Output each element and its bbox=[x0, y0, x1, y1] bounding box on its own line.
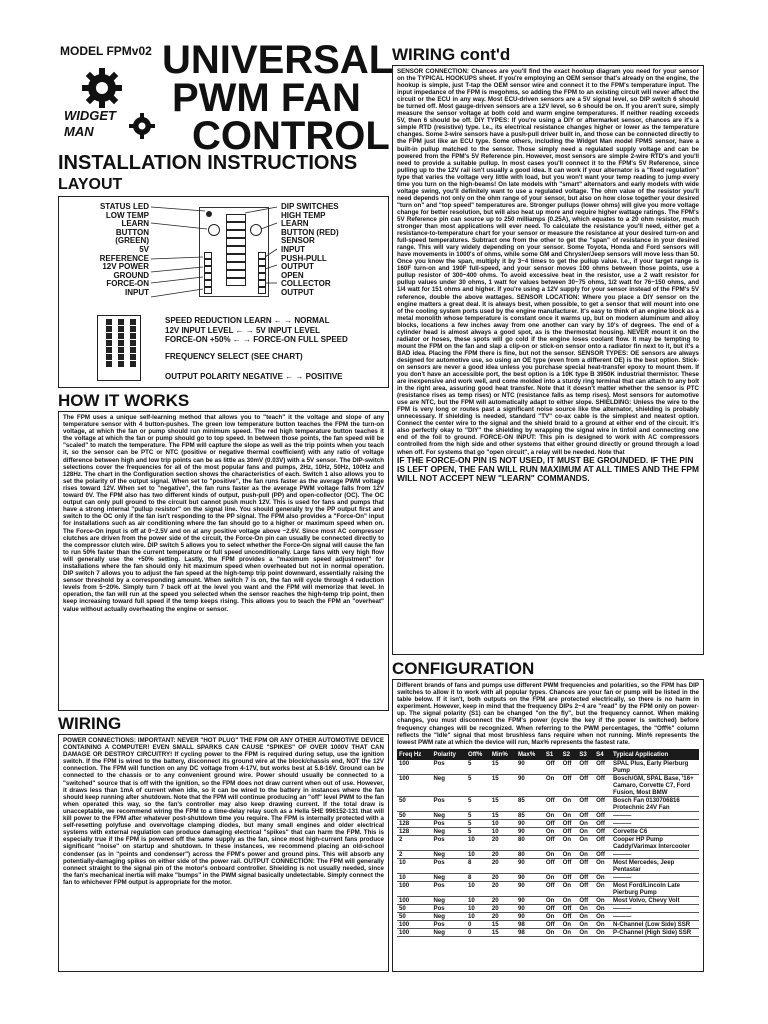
table-cell: Corvette C6 bbox=[611, 827, 699, 835]
table-cell: 0 bbox=[466, 928, 490, 936]
table-cell: 90 bbox=[516, 904, 544, 912]
table-cell: 2 bbox=[397, 850, 432, 858]
configuration-heading: CONFIGURATION bbox=[392, 659, 535, 678]
table-row bbox=[397, 896, 699, 904]
table-cell: 10 bbox=[466, 896, 490, 904]
dip-legend bbox=[165, 317, 385, 382]
table-cell: On bbox=[594, 904, 611, 912]
table-cell: 98 bbox=[516, 920, 544, 928]
dip-legend-line-5: OUTPUT POLARITY NEGATIVE ← → POSITIVE bbox=[165, 372, 343, 382]
dip-legend-line-3: FORCE-ON +50% ← → FORCE-ON FULL SPEED bbox=[165, 335, 348, 345]
label-button-red: BUTTON (RED) bbox=[281, 227, 339, 237]
table-cell: 90 bbox=[516, 881, 544, 896]
dip-legend-line-4: FREQUENCY SELECT (SEE CHART) bbox=[165, 351, 303, 361]
table-cell: On bbox=[594, 920, 611, 928]
column-header: S1 bbox=[544, 749, 561, 760]
table-cell: Most Mercedes, Jeep Pentastar bbox=[611, 858, 699, 873]
label-oc-output: OUTPUT bbox=[281, 287, 314, 297]
table-cell: 98 bbox=[516, 928, 544, 936]
column-header: S4 bbox=[594, 749, 611, 760]
table-cell: 128 bbox=[397, 827, 432, 835]
table-cell: Off bbox=[544, 881, 561, 896]
table-cell: Off bbox=[577, 760, 594, 775]
table-cell: 85 bbox=[516, 811, 544, 819]
label-open: OPEN bbox=[281, 270, 304, 280]
label-status-led: STATUS LED bbox=[99, 202, 149, 211]
table-row bbox=[397, 904, 699, 912]
label-12v-power: 12V POWER bbox=[102, 262, 149, 272]
table-cell: 100 bbox=[397, 896, 432, 904]
table-cell: On bbox=[561, 881, 578, 896]
title-line-1: UNIVERSAL bbox=[162, 38, 394, 82]
logo-text-man: MAN bbox=[64, 124, 94, 139]
table-cell: 15 bbox=[490, 928, 516, 936]
table-cell: On bbox=[544, 896, 561, 904]
table-cell: Pos bbox=[432, 835, 467, 850]
table-cell: Off bbox=[594, 811, 611, 819]
column-header: Freq Hz bbox=[397, 749, 432, 760]
table-cell: 50 bbox=[397, 796, 432, 811]
table-row bbox=[397, 912, 699, 920]
table-cell: 100 bbox=[397, 920, 432, 928]
table-cell: Most Ford/Lincoln Late Pierburg Pump bbox=[611, 881, 699, 896]
table-cell: On bbox=[561, 896, 578, 904]
label-learn: LEARN bbox=[121, 219, 149, 229]
label-learn-r: LEARN bbox=[281, 219, 309, 229]
table-cell: 90 bbox=[516, 858, 544, 873]
table-cell: 5 bbox=[466, 796, 490, 811]
table-cell: 10 bbox=[466, 904, 490, 912]
table-cell: Off bbox=[594, 796, 611, 811]
table-cell: 8 bbox=[466, 858, 490, 873]
table-cell: Off bbox=[561, 819, 578, 827]
how-body: The FPM uses a unique self-learning method that allows you to "teach" it the voltage and slope of any temperature sensor with 4 button-pushes. The green low temperature button teaches the FPM the turn-on voltage, at which the fan or pump should run minimum speed. The red high temperature button teaches it the voltage at which the fan or pump should go to top speed. In between those points, the fan speed will be "scaled" to match the temperature. The FPM will capture the slope as well as the trip points when you teach it, so the sensor can be PTC or NTC (positive or negative thermal coefficient) with any ratio of voltage difference between high and low trip points can be as little as 30mV (0.03V) with a 5V sensor. The DIP-switch selections cover the frequencies for all of the most popular fans and pumps, 2Hz, 10Hz, 50Hz, 100Hz and 128Hz. The chart in the Configuration section shows the characteristics of each. Switch 1 also allows you to set the polarity of the output signal. When set to "positive", the fan runs faster as the average PWM voltage rises toward 12V. When set to "negative", the fan runs faster as the average PWM voltage falls from 12V toward 0V. The FPM also has two different kinds of output, push-pull (PP) and open-collector (OC). The OC output can only pull ground to the circuit but cannot push much 12V. This is used for fans and pumps that have a strong internal "pullup resistor" on the signal line. You should generally try the PP output first and switch to the OC only if the fan isn't responding to the PP signal. The FPM also provides a "Force-On" input for installations such as air conditioning where the fan should go to a higher or maximum speed when on. The Force-On input is off at 0~2.5V and on at any positive voltage above ~2.6V. Since most AC compressor clutches are driven from the power side of the circuit, the Force-On pin can usually be connected directly to the compressor clutch wire. DIP switch 5 allows you to select whether the Force-On signal will cause the fan to run 50% faster than the current temperature or full speed unconditionally. Large fans with very high flow will generally use the +50% setting. Lastly, the FPM provides a "maximum speed adjustment" for installations where the fan should only hit maximum speed when overheated but not in normal operation. DIP switch 7 allows you to adjust the fan speed at the high-temp trip point downward, essentially raising the sensor threshold by a corresponding amount. When switch 7 is on, the fan will cycle through 4 reduction levels from 5~20%. Simply turn 7 back off at the level you want and the FPM will memorize that level. In operation, the fan will run at the speed you selected when the sensor reaches the high-temp trip point, then keep increasing toward full speed if the temp keeps rising. This allows you to teach the FPM an "overheat" value without actually overheating the engine or sensor. bbox=[58, 411, 389, 711]
table-cell: Neg bbox=[432, 811, 467, 819]
label-dip-switches: DIP SWITCHES bbox=[281, 202, 339, 211]
table-cell: ——— bbox=[611, 873, 699, 881]
wiring-heading: WIRING bbox=[58, 714, 122, 733]
table-cell: Off bbox=[544, 819, 561, 827]
column-header: S3 bbox=[577, 749, 594, 760]
table-cell: On bbox=[577, 850, 594, 858]
table-cell: 20 bbox=[490, 881, 516, 896]
table-cell: Pos bbox=[432, 819, 467, 827]
table-cell: On bbox=[594, 928, 611, 936]
table-cell: ——— bbox=[611, 811, 699, 819]
table-cell: 90 bbox=[516, 912, 544, 920]
table-cell: Pos bbox=[432, 920, 467, 928]
table-cell: On bbox=[561, 920, 578, 928]
title-line-2: PWM FAN bbox=[172, 76, 361, 120]
table-cell: 20 bbox=[490, 873, 516, 881]
table-cell: N-Channel (Low Side) SSR bbox=[611, 920, 699, 928]
table-cell: 100 bbox=[397, 881, 432, 896]
table-cell: ——— bbox=[611, 819, 699, 827]
table-cell: Off bbox=[577, 881, 594, 896]
label-collector: COLLECTOR bbox=[281, 279, 331, 289]
table-cell: 10 bbox=[397, 858, 432, 873]
label-sensor: SENSOR bbox=[281, 236, 315, 246]
table-cell: Off bbox=[577, 811, 594, 819]
wiring-body: POWER CONNECTIONS: IMPORTANT: NEVER "HOT PLUG" THE FPM OR ANY OTHER AUTOMOTIVE DEVICE CONTAINING A COMPUTER! EVEN SMALL SPARKS CAN CAUSE "SPIKES" OF OVER 1000V THAT CAN DAMAGE OR DESTROY CIRCUITRY! If cycling power to the FPM is required during setup, use the ignition switch. If the FPM is wired to the battery, disconnect its ground wire at the block/chassis end, NOT the 12V connection. The FPM will function on any DC voltage from 4-17V, but works best at 5.8-16V. Ground can be connected to the chassis or to any convenient ground wire. Power should usually be connected to a "switched" source that is off with the ignition, so the FPM does not draw current when out of use. However, it draws less than 1mA of current when idle, so it can be wired to the battery in instances where the fan should keep running after shutdown. Note that the FPM will continue producing an "off" level PWM to the fan when operated this way, so the fan's controller may also keep drawing current. If the total draw is unacceptable, we recommend wiring the FPM to a time-delay relay such as a Hella 5HE 996152-131 that will kill power to the FPM after whatever post-shutdown time you require. The FPM is internally protected with a self-resetting polyfuse and overvoltage clamping diodes, but many small engines and older electrical systems with external regulation can produce damaging electrical "spikes" that can harm the FPM. This is especially true if the FPM is powered off the same supply as the fan, since most high-current fans produce significant "noise" on startup and shutdown. In these instances, we recommend placing an old-school condenser (as in "points and condenser") across the FPM's power and ground pins. This will absorb any potentially-damaging spikes on either side of the power rail. OUTPUT CONNECTION: The FPM will generally connect straight to the signal pin of the motor's onboard controller. Shielding is not usually needed, since the fan's mechanical inertia will make "bumps" in the PWM signal basically undetectable. Simply connect the fan to whichever FPM output is appropriate for the motor. bbox=[58, 734, 389, 972]
table-cell: Off bbox=[594, 819, 611, 827]
table-cell: On bbox=[544, 873, 561, 881]
table-cell: 15 bbox=[490, 811, 516, 819]
table-cell: 0 bbox=[466, 920, 490, 928]
logo-text-widget: WIDGET bbox=[64, 108, 116, 123]
label-reference: REFERENCE bbox=[99, 253, 149, 263]
table-row bbox=[397, 827, 699, 835]
table-cell: Off bbox=[561, 912, 578, 920]
table-cell: 100 bbox=[397, 760, 432, 775]
table-cell: Neg bbox=[432, 896, 467, 904]
table-cell: 90 bbox=[516, 873, 544, 881]
table-cell: 90 bbox=[516, 774, 544, 796]
table-cell: Neg bbox=[432, 827, 467, 835]
table-cell: Off bbox=[577, 858, 594, 873]
table-cell: P-Channel (High Side) SSR bbox=[611, 928, 699, 936]
table-cell: Pos bbox=[432, 796, 467, 811]
table-cell: ——— bbox=[611, 904, 699, 912]
table-cell: On bbox=[544, 912, 561, 920]
table-cell: 50 bbox=[397, 811, 432, 819]
model-label: MODEL FPMv02 bbox=[60, 44, 152, 58]
table-row bbox=[397, 760, 699, 775]
table-cell: 100 bbox=[397, 774, 432, 796]
how-heading: HOW IT WORKS bbox=[58, 391, 190, 410]
table-cell: On bbox=[594, 858, 611, 873]
table-cell: Off bbox=[577, 873, 594, 881]
table-cell: Off bbox=[594, 827, 611, 835]
table-cell: 90 bbox=[516, 896, 544, 904]
wiring-contd-heading: WIRING cont'd bbox=[392, 45, 511, 64]
table-cell: Off bbox=[594, 835, 611, 850]
label-push-pull-output: OUTPUT bbox=[281, 262, 314, 272]
column-header: S2 bbox=[561, 749, 578, 760]
table-cell: 15 bbox=[490, 920, 516, 928]
table-row bbox=[397, 811, 699, 819]
table-cell: On bbox=[544, 774, 561, 796]
table-cell: 20 bbox=[490, 858, 516, 873]
column-header: Off% bbox=[466, 749, 490, 760]
widget-man-logo bbox=[62, 60, 158, 146]
table-cell: On bbox=[544, 850, 561, 858]
table-cell: On bbox=[561, 850, 578, 858]
table-cell: On bbox=[561, 796, 578, 811]
wiring-contd-box bbox=[392, 65, 704, 655]
label-5v: 5V bbox=[139, 244, 149, 254]
table-row bbox=[397, 796, 699, 811]
column-header: Min% bbox=[490, 749, 516, 760]
table-cell: 20 bbox=[490, 896, 516, 904]
table-row bbox=[397, 774, 699, 796]
table-row bbox=[397, 920, 699, 928]
table-cell: ——— bbox=[611, 850, 699, 858]
table-cell: 20 bbox=[490, 904, 516, 912]
table-cell: 20 bbox=[490, 835, 516, 850]
config-table bbox=[397, 749, 699, 937]
table-cell: Off bbox=[594, 850, 611, 858]
table-cell: 128 bbox=[397, 819, 432, 827]
table-cell: On bbox=[544, 928, 561, 936]
table-cell: Off bbox=[544, 858, 561, 873]
table-row bbox=[397, 873, 699, 881]
label-sensor-input: INPUT bbox=[281, 244, 305, 254]
table-cell: 10 bbox=[466, 881, 490, 896]
table-cell: On bbox=[561, 811, 578, 819]
force-on-warning: IF THE FORCE-ON PIN IS NOT USED, IT MUST BE GROUNDED. IF THE PIN IS LEFT OPEN, THE FAN WILL RUN MAXIMUM AT ALL TIMES AND THE FPM WILL NOT ACCEPT NEW "LEARN" COMMANDS. bbox=[397, 454, 699, 483]
column-header: Typical Application bbox=[611, 749, 699, 760]
table-cell: Off bbox=[561, 873, 578, 881]
table-cell: On bbox=[594, 912, 611, 920]
table-cell: On bbox=[577, 920, 594, 928]
table-cell: 90 bbox=[516, 760, 544, 775]
table-cell: On bbox=[561, 928, 578, 936]
table-cell: 10 bbox=[466, 912, 490, 920]
layout-heading: LAYOUT bbox=[58, 176, 123, 193]
dip-legend-line-2: 12V INPUT LEVEL ← → 5V INPUT LEVEL bbox=[165, 325, 320, 335]
table-cell: Neg bbox=[432, 912, 467, 920]
title-line-3: CONTROL bbox=[192, 114, 390, 158]
table-cell: 10 bbox=[397, 873, 432, 881]
table-cell: Neg bbox=[432, 928, 467, 936]
table-cell: Off bbox=[561, 904, 578, 912]
table-row bbox=[397, 881, 699, 896]
table-cell: Off bbox=[544, 904, 561, 912]
table-cell: 2 bbox=[397, 835, 432, 850]
table-cell: Off bbox=[577, 896, 594, 904]
column-header: Polarity bbox=[432, 749, 467, 760]
dip-legend-line-1: SPEED REDUCTION LEARN ← → NORMAL bbox=[165, 316, 330, 325]
table-cell: Off bbox=[594, 774, 611, 796]
table-cell: Pos bbox=[432, 858, 467, 873]
table-cell: 80 bbox=[516, 835, 544, 850]
configuration-body: Different brands of fans and pumps use different PWM frequencies and polarities, so the FPM has DIP switches to allow it to work with all popular types. Chances are your fan or pump will be listed in the table below. If it isn't, both outputs on the FPM are protected electrically, so there is no harm in experiment. However, keep in mind that the frequency DIPs 2~4 are "read" by the FPM only on power-up. The signal polarity (S1) can be changed "on the fly", but the frequency cannot. When making changes, you must disconnect the FPM's power (cycle the key if the power is switched) before frequency changes will be recognized. When referring to the PWM percentages, the "Off%" column reflects the "Idle" signal that most brushless fans require when not running. Min% represents the lowest PWM rate at which the device will run, Max% represents the fastest rate. bbox=[397, 682, 699, 746]
table-row bbox=[397, 928, 699, 936]
table-cell: Most Volvo, Chevy Volt bbox=[611, 896, 699, 904]
table-cell: 10 bbox=[466, 850, 490, 858]
table-cell: On bbox=[594, 881, 611, 896]
label-ground: GROUND bbox=[113, 270, 149, 280]
table-cell: 5 bbox=[466, 811, 490, 819]
label-input: INPUT bbox=[125, 287, 149, 297]
table-cell: Off bbox=[577, 774, 594, 796]
table-cell: 5 bbox=[466, 760, 490, 775]
table-cell: On bbox=[577, 835, 594, 850]
table-cell: Pos bbox=[432, 881, 467, 896]
table-cell: Off bbox=[577, 796, 594, 811]
label-low-temp: LOW TEMP bbox=[105, 210, 149, 220]
table-cell: On bbox=[544, 811, 561, 819]
table-cell: Off bbox=[544, 835, 561, 850]
layout-diagram bbox=[58, 196, 389, 388]
table-row bbox=[397, 858, 699, 873]
label-push-pull: PUSH-PULL bbox=[281, 253, 327, 263]
table-cell: Off bbox=[561, 774, 578, 796]
table-cell: 5 bbox=[466, 774, 490, 796]
table-cell: 90 bbox=[516, 827, 544, 835]
table-row bbox=[397, 850, 699, 858]
table-cell: On bbox=[544, 827, 561, 835]
label-force-on: FORCE-ON bbox=[106, 279, 149, 289]
table-cell: Pos bbox=[432, 760, 467, 775]
table-cell: ——— bbox=[611, 912, 699, 920]
table-cell: 10 bbox=[490, 819, 516, 827]
table-cell: 20 bbox=[490, 850, 516, 858]
table-cell: 80 bbox=[516, 850, 544, 858]
table-cell: SPAL Plus, Early Pierburg Pump bbox=[611, 760, 699, 775]
table-cell: Off bbox=[544, 920, 561, 928]
table-cell: 50 bbox=[397, 912, 432, 920]
table-cell: 20 bbox=[490, 912, 516, 920]
configuration-box bbox=[392, 679, 704, 972]
table-cell: On bbox=[577, 819, 594, 827]
table-cell: On bbox=[594, 896, 611, 904]
table-cell: 100 bbox=[397, 928, 432, 936]
dip-switch-detail bbox=[97, 315, 141, 381]
table-cell: 15 bbox=[490, 796, 516, 811]
table-cell: 15 bbox=[490, 774, 516, 796]
label-high-temp: HIGH TEMP bbox=[281, 210, 326, 220]
label-button: BUTTON bbox=[115, 227, 149, 237]
table-cell: 8 bbox=[466, 873, 490, 881]
table-cell: 10 bbox=[490, 827, 516, 835]
table-cell: Off bbox=[594, 760, 611, 775]
wiring-contd-body: SENSOR CONNECTION: Chances are you'll find the exact hookup diagram you need for your sensor on the TYPICAL HOOKUPS sheet. If you're employing an OEM sensor that's already on the engine, the hookup is simple, just T-tap the OEM sensor wire and connect it to the FPM's temperature input. The input impedance of the FPM is megohms, so adding the FPM to an existing circuit will never affect the circuit or the ECU in any way. Most ECU-driven sensors are a 5V signal level, so DIP switch 6 should be turned off. Most gauge-driven sensors are a 12V level, so 6 should be on. If you aren't sure, simply measure the sensor voltage at both cold and warm engine temperatures. If neither reading exceeds 5V, then 6 should be off. DIY TYPES: If you're using a DIY or aftermarket sensor, chances are it's a simple RTD (resistive) type. I.e., its electrical resistance changes higher or lower as the temperature changes. Some 3-wire sensors have a push-pull driver built in, and those can be connected directly to the FPM just like an ECU type. Some others, including the Widget Man model FPMS sensor, have a built-in pullup matched to the sensor. Those simply need a regulated supply voltage and can be powered from the FPM's 5V Reference pin. However, most sensors are simple 2-wire RTD's and you'll need to provide a suitable pullup. In most cases you'll connect it to the FPM's 5V Reference, since pulling up to the 12V rail isn't usually a good idea. It can work if your alternator is a "fixed regulation" type that varies the voltage very little with load, but you won't want your temp reading to jump every time you turn on the high-beams! On late models with "smart" alternators and early models with wide voltage swing, you'll definitely want to use a regulated voltage. The ohm value of the resistor you'll need depends not only on the ohm range of your sensor, but also on how close together your desired "turn on" and "top speed" temperatures are. Stronger pullups (lower ohms) will give you more voltage change for better resolution, but will also heat up more and require higher wattage ratings. The FPM's 5V Reference pin can source up to 250 milliamps (0.25A), which equates to a 20 ohm resistor, much stronger than most applications will ever need. To calculate the resistance you'll need, either get a resistance-to-temperature chart for your sensor or measure the resistance at your desired turn-on and full-speed temperatures. Subtract one from the other to get the "span" of resistance in your desired range. This will vary widely depending on your sensor. Some Toyota, Honda and Ford sensors will have movements in 1000's of ohms, while some GM and Chrysler/Jeep sensors will move less than 50. Once you know the span, multiply it by 3~4 times to get the pullup value. I.e., if your target range is 160F turn-on and 190F full-speed, and your sensor moves 100 ohms between those points, use a pullup resistor of 300~400 ohms. To avoid excessive heat in the resistor, use a 2 watt resistor for pullup values under 30 ohms, 1 watt for values between 30~75 ohms, 1/2 watt for 76~150 ohms, and 1/4 watt for 151 ohms and higher. If you're using a 12V supply for your sensor instead of the FPM's 5V reference, double the above wattages. SENSOR LOCATION: Where you place a DIY sensor on the engine matters a great deal. It is always best, when possible, to get a sensor that will mount into one of the cooling system ports used by the engine manufacturer. It's easy to think of an engine block as a metal monolith whose temperature is constant once it warms up, but on modern aluminum and alloy blocks, locations a few inches away from one another can vary by 10's of degrees. The end of a cylinder head is almost always a good spot, as is the thermostat housing. NEVER mount it on the radiator or hoses, these spots will go cold if the engine loses coolant flow. It may be tempting to mount the FPM on the fan and slap a clip-on or stick-on sensor onto a radiator fin next to it, but it's a BAD idea. Placing the FPM there is fine, but not the sensor. SENSOR TYPES: OE sensors are always designed for automotive use, so using an OE type (even from a different OE) is the best option. Stick-on sensors are never a good idea unless you purchase special heat-transfer epoxy to mount them. If you don't have an accessible port, the best option is a 10K type B 3950K industrial thermistor. These are inexpensive and work well, and come molded into a sturdy ring terminal that can attach to any bolt in the right area, assuring good heat transfer. Note that it doesn't matter whether the sensor is PTC (resistance rises as temp rises) or NTC (resistance falls as temp rises). Most sensors for automotive use are NTC, but the FPM will automatically adapt to either slope. SHIELDING: Unless the wire to the FPM is very long or routes past a significant noise source like the alternator, shielding is probably unnecessary. If shielding is needed, standard "TV" co-ax cable is the simplest and neatest option. Connect the center wire to the signal and the shield braid to a ground at either end of the circuit. It's also perfectly okay to "DIY" the shielding by wrapping the signal wire in tinfoil and connecting one end of the foil to ground. FORCE-ON INPUT: This pin is designed to work with AC compressors controlled from the high side and other systems that either ground directly or ground through a load when off. For systems that go "open circuit", a relay will be needed. Note that bbox=[397, 68, 699, 456]
table-cell: On bbox=[577, 912, 594, 920]
table-cell: 50 bbox=[397, 904, 432, 912]
table-cell: Pos bbox=[432, 904, 467, 912]
table-cell: On bbox=[577, 904, 594, 912]
table-cell: On bbox=[577, 827, 594, 835]
table-cell: Off bbox=[544, 760, 561, 775]
table-cell: Bosch/GM, SPAL Base, '16+ Camaro, Corvette C7, Ford Fusion, Most BMW bbox=[611, 774, 699, 796]
label-green: (GREEN) bbox=[115, 236, 149, 246]
table-cell: Neg bbox=[432, 873, 467, 881]
table-cell: 5 bbox=[466, 827, 490, 835]
table-cell: Off bbox=[561, 858, 578, 873]
subtitle: INSTALLATION INSTRUCTIONS bbox=[58, 152, 358, 174]
table-cell: On bbox=[594, 873, 611, 881]
table-cell: 10 bbox=[466, 835, 490, 850]
table-cell: 5 bbox=[466, 819, 490, 827]
table-cell: On bbox=[561, 835, 578, 850]
labels-right bbox=[281, 203, 381, 298]
table-cell: On bbox=[577, 928, 594, 936]
table-cell: 90 bbox=[516, 819, 544, 827]
column-header: Max% bbox=[516, 749, 544, 760]
table-cell: Off bbox=[561, 760, 578, 775]
table-cell: Bosch Fan 0130706816 Protechnic 24V Fan bbox=[611, 796, 699, 811]
table-cell: Neg bbox=[432, 774, 467, 796]
table-cell: Neg bbox=[432, 850, 467, 858]
table-row bbox=[397, 835, 699, 850]
table-cell: Cooper HP Pump Caddy/Varimax Intercooler bbox=[611, 835, 699, 850]
table-cell: 15 bbox=[490, 760, 516, 775]
table-cell: Off bbox=[544, 796, 561, 811]
table-row bbox=[397, 819, 699, 827]
table-cell: 85 bbox=[516, 796, 544, 811]
table-cell: Off bbox=[561, 827, 578, 835]
